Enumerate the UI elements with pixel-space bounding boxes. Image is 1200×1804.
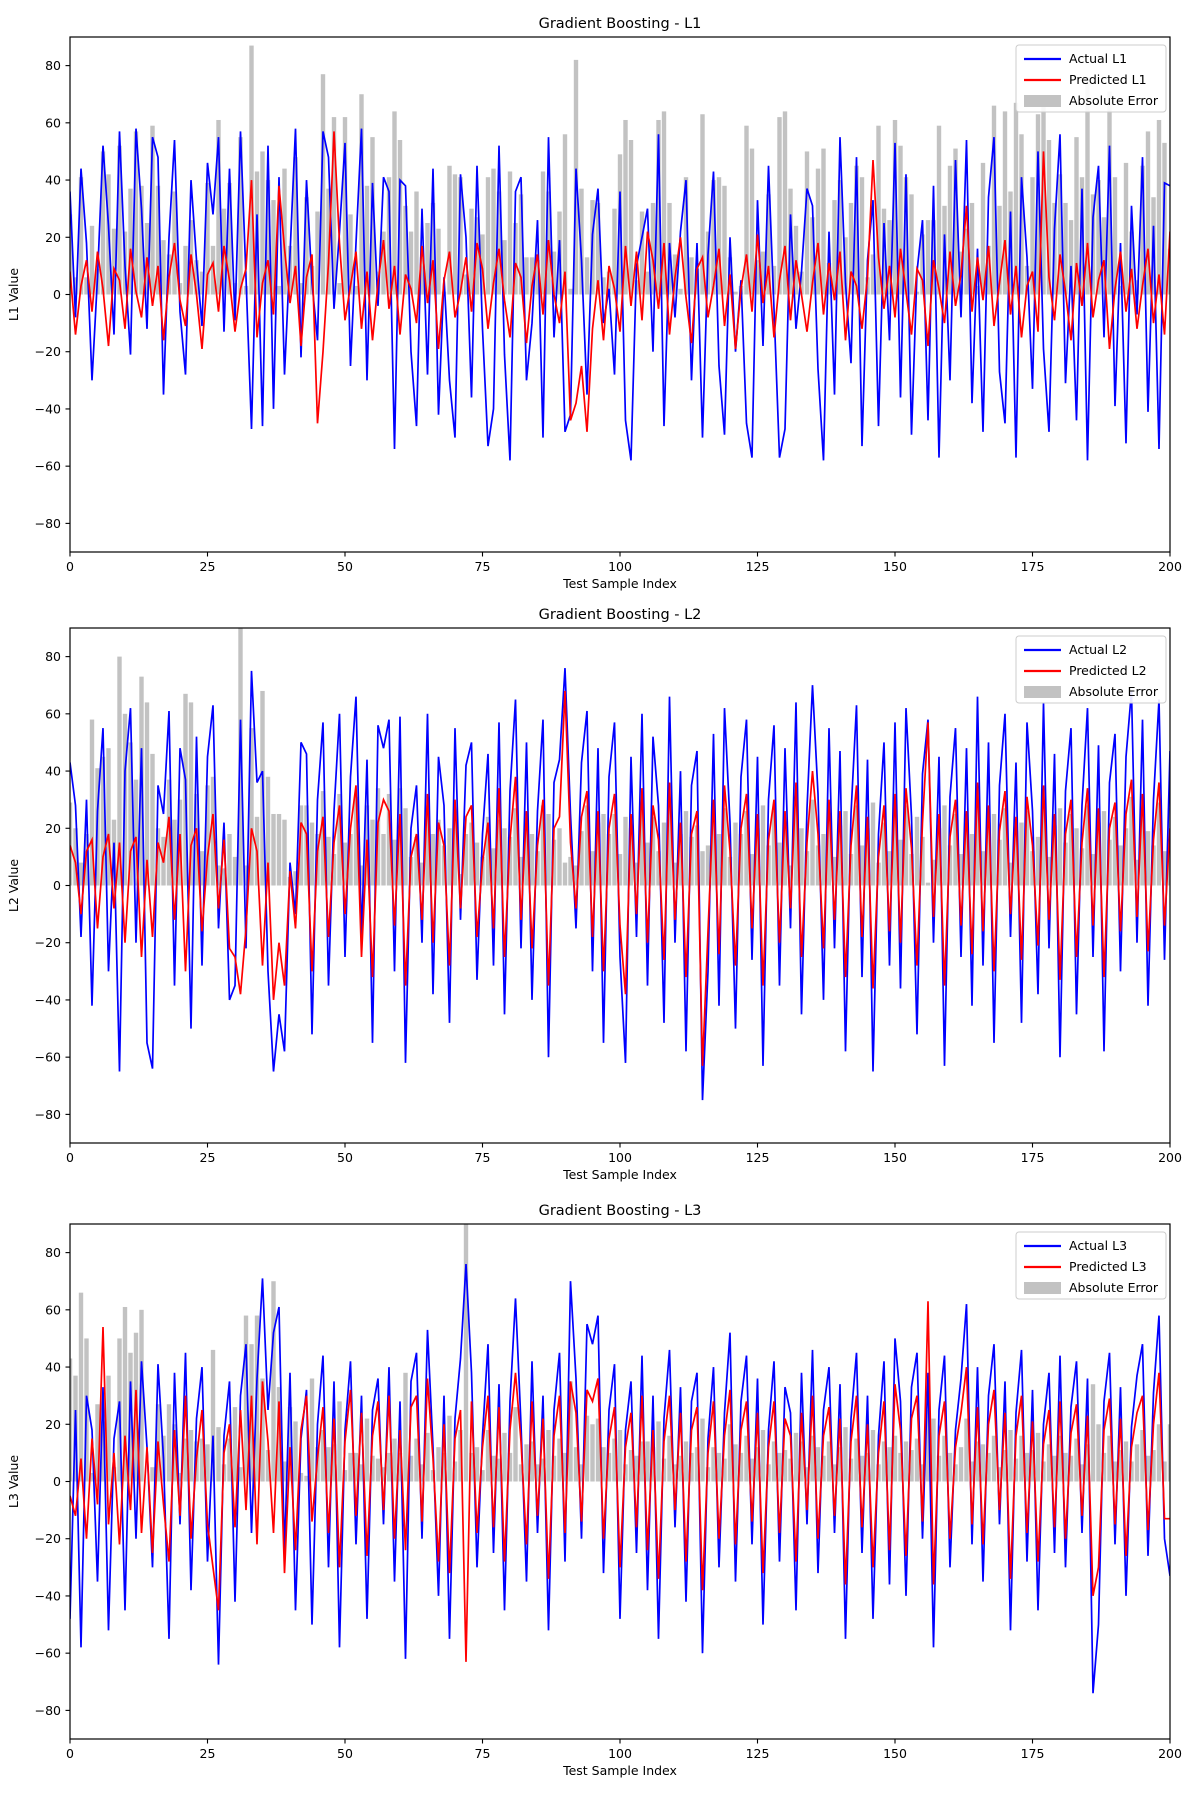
error-bar [717,1453,721,1482]
error-bar [618,1430,622,1482]
legend-predicted-label: Predicted L2 [1069,663,1147,678]
error-bar [150,754,154,886]
x-tick-label: 200 [1158,559,1182,574]
error-bar [733,823,737,886]
error-bar [227,834,231,886]
error-bar [860,177,864,294]
y-axis-label: L1 Value [6,267,21,322]
error-bar [348,1453,352,1482]
error-bar [233,1407,237,1481]
y-axis-label: L2 Value [6,858,21,913]
error-bar [1019,823,1023,886]
error-bar [623,817,627,886]
error-bar [1036,1433,1040,1482]
y-tick-label: −40 [34,992,61,1008]
legend-actual-label: Actual L1 [1069,51,1128,66]
x-tick-label: 75 [474,1150,491,1165]
y-tick-label: −40 [34,1588,61,1604]
x-tick-label: 0 [66,1150,74,1165]
error-bar [959,1447,963,1481]
chart-2 [6,607,1182,1182]
legend-error-swatch [1024,1282,1061,1294]
error-bar [403,808,407,885]
error-bar [337,1401,341,1481]
error-bar [447,828,451,885]
error-bar [629,140,633,295]
error-bar [799,828,803,885]
error-bar [926,883,930,886]
error-bar [794,1433,798,1482]
error-bar [1157,120,1161,295]
error-bar [904,1441,908,1481]
error-bar [90,226,94,295]
error-bar [524,1444,528,1481]
error-bar [821,149,825,295]
error-bar [277,814,281,886]
x-tick-label: 25 [199,1746,216,1761]
chart-title: Gradient Boosting - L1 [538,16,702,32]
error-bar [926,220,930,294]
x-tick-label: 175 [1020,559,1045,574]
x-tick-label: 50 [337,1746,353,1761]
error-bar [1135,1444,1139,1481]
error-bar [337,283,341,294]
legend-actual-label: Actual L3 [1069,1238,1128,1253]
error-bar [370,820,374,886]
error-bar [909,194,913,294]
error-bar [761,805,765,885]
y-tick-label: 60 [45,706,61,722]
error-bar [684,1441,688,1481]
y-tick-label: −60 [34,1645,61,1661]
error-bar [508,171,512,294]
error-bar [557,828,561,885]
error-bar [546,814,550,886]
y-tick-label: 0 [53,878,61,893]
error-bar [486,177,490,294]
chart-1 [6,16,1182,591]
error-bar [700,851,704,885]
error-bar [189,1430,193,1482]
error-bar [392,1439,396,1482]
error-bar [1102,811,1106,885]
error-bar [161,240,165,294]
error-bar [678,289,682,295]
error-bar [260,151,264,294]
error-bar [585,257,589,294]
legend-predicted-label: Predicted L3 [1069,1259,1147,1274]
x-tick-label: 75 [474,559,491,574]
error-bar [436,1447,440,1481]
error-bar [645,272,649,295]
error-bar [821,834,825,886]
x-tick-label: 100 [608,1150,632,1165]
x-tick-label: 125 [745,559,770,574]
error-bar [1008,1430,1012,1482]
error-bar [502,828,506,885]
legend [1016,45,1166,112]
error-bar [216,1427,220,1481]
error-bar [750,149,754,295]
error-bar [271,1281,275,1481]
error-bar [733,292,737,295]
y-tick-label: 80 [45,649,61,665]
error-bar [915,817,919,886]
error-bar [453,174,457,294]
x-tick-label: 175 [1020,1746,1045,1761]
error-bar [689,257,693,294]
x-tick-label: 100 [608,559,632,574]
error-bar [376,1459,380,1482]
error-bar [871,1430,875,1482]
legend [1016,1232,1166,1299]
legend [1016,636,1166,703]
error-bar [447,1416,451,1482]
y-tick-label: −60 [34,458,61,474]
error-bar [414,192,418,295]
y-tick-label: −20 [34,935,61,951]
y-tick-label: −20 [34,1531,61,1547]
error-bar [1074,828,1078,885]
y-tick-label: −80 [34,1702,61,1718]
error-bar [502,1433,506,1482]
y-tick-label: −80 [34,515,61,531]
error-bar [590,1424,594,1481]
error-bar [981,163,985,295]
x-tick-label: 100 [608,1746,632,1761]
x-tick-label: 25 [199,559,216,574]
y-axis-label: L3 Value [6,1454,21,1509]
error-bar [656,1421,660,1481]
x-tick-label: 25 [199,1150,216,1165]
error-bar [645,1441,649,1481]
y-tick-label: −60 [34,1049,61,1065]
x-tick-label: 150 [883,559,907,574]
legend-predicted-label: Predicted L1 [1069,72,1147,87]
y-tick-label: 0 [53,1474,61,1489]
error-bar [310,1379,314,1482]
x-tick-label: 150 [883,1150,907,1165]
error-bar [1124,163,1128,295]
x-tick-label: 175 [1020,1150,1045,1165]
y-tick-label: 0 [53,287,61,302]
legend-error-swatch [1024,95,1061,107]
error-bar [887,1447,891,1481]
error-bar [513,1407,517,1481]
x-tick-label: 50 [337,1150,353,1165]
error-bar [1014,103,1018,295]
y-tick-label: 80 [45,58,61,74]
y-tick-label: 40 [45,172,61,188]
error-bar [249,46,253,295]
x-tick-label: 50 [337,559,353,574]
x-tick-label: 150 [883,1746,907,1761]
error-bar [1058,808,1062,885]
y-tick-label: −80 [34,1106,61,1122]
error-bar [1096,1424,1100,1481]
y-tick-label: 40 [45,1359,61,1375]
x-axis-label: Test Sample Index [563,1763,677,1778]
x-tick-label: 200 [1158,1746,1182,1761]
error-bar [563,863,567,886]
error-bar [843,1427,847,1481]
error-bar [1091,1384,1095,1481]
error-bar [992,814,996,886]
error-bar [381,834,385,886]
error-bar [310,823,314,886]
legend-actual-label: Actual L2 [1069,642,1128,657]
error-bar [365,1419,369,1482]
error-bar [541,171,545,294]
y-tick-label: −40 [34,401,61,417]
x-tick-label: 0 [66,1746,74,1761]
error-bar [937,126,941,295]
x-tick-label: 125 [745,1150,770,1165]
error-bar [1124,1441,1128,1481]
error-bar [469,209,473,295]
error-bar [1146,831,1150,885]
y-tick-label: −20 [34,344,61,360]
error-bar [761,1430,765,1482]
x-tick-label: 0 [66,559,74,574]
error-bar [277,286,281,295]
legend-error-label: Absolute Error [1069,1280,1159,1295]
error-bar [524,257,528,294]
error-bar [282,820,286,886]
error-bar [810,800,814,886]
error-bar [871,803,875,886]
chart-title: Gradient Boosting - L2 [538,607,702,623]
error-bar [843,811,847,885]
error-bar [271,814,275,886]
error-bar [601,814,605,886]
x-tick-label: 75 [474,1746,491,1761]
chart-title: Gradient Boosting - L3 [538,1203,702,1219]
error-bar [436,229,440,295]
y-tick-label: 20 [45,820,61,836]
x-axis-label: Test Sample Index [563,576,677,591]
error-bar [700,1419,704,1482]
y-tick-label: 20 [45,1416,61,1432]
y-tick-label: 80 [45,1245,61,1261]
legend-error-label: Absolute Error [1069,684,1159,699]
legend-error-swatch [1024,686,1061,698]
y-tick-label: 40 [45,763,61,779]
error-bar [816,169,820,295]
error-bar [563,134,567,294]
error-bar [530,834,534,886]
error-bar [167,1404,171,1481]
error-bar [293,1421,297,1481]
error-bar [722,186,726,295]
y-tick-label: 20 [45,229,61,245]
error-bar [79,1293,83,1482]
error-bar [568,289,572,295]
chart-3 [6,1084,1182,1778]
error-bar [992,1436,996,1482]
error-bar [403,1373,407,1482]
error-bar [662,823,666,886]
error-bar [546,1430,550,1482]
error-bar [183,246,187,295]
error-bar [145,702,149,885]
error-bar [981,1444,985,1481]
error-bar [684,811,688,885]
y-tick-label: 60 [45,115,61,131]
y-tick-label: 60 [45,1302,61,1318]
legend-error-label: Absolute Error [1069,93,1159,108]
x-tick-label: 125 [745,1746,770,1761]
x-axis-label: Test Sample Index [563,1167,677,1182]
error-bar [942,805,946,885]
x-tick-label: 200 [1158,1150,1182,1165]
